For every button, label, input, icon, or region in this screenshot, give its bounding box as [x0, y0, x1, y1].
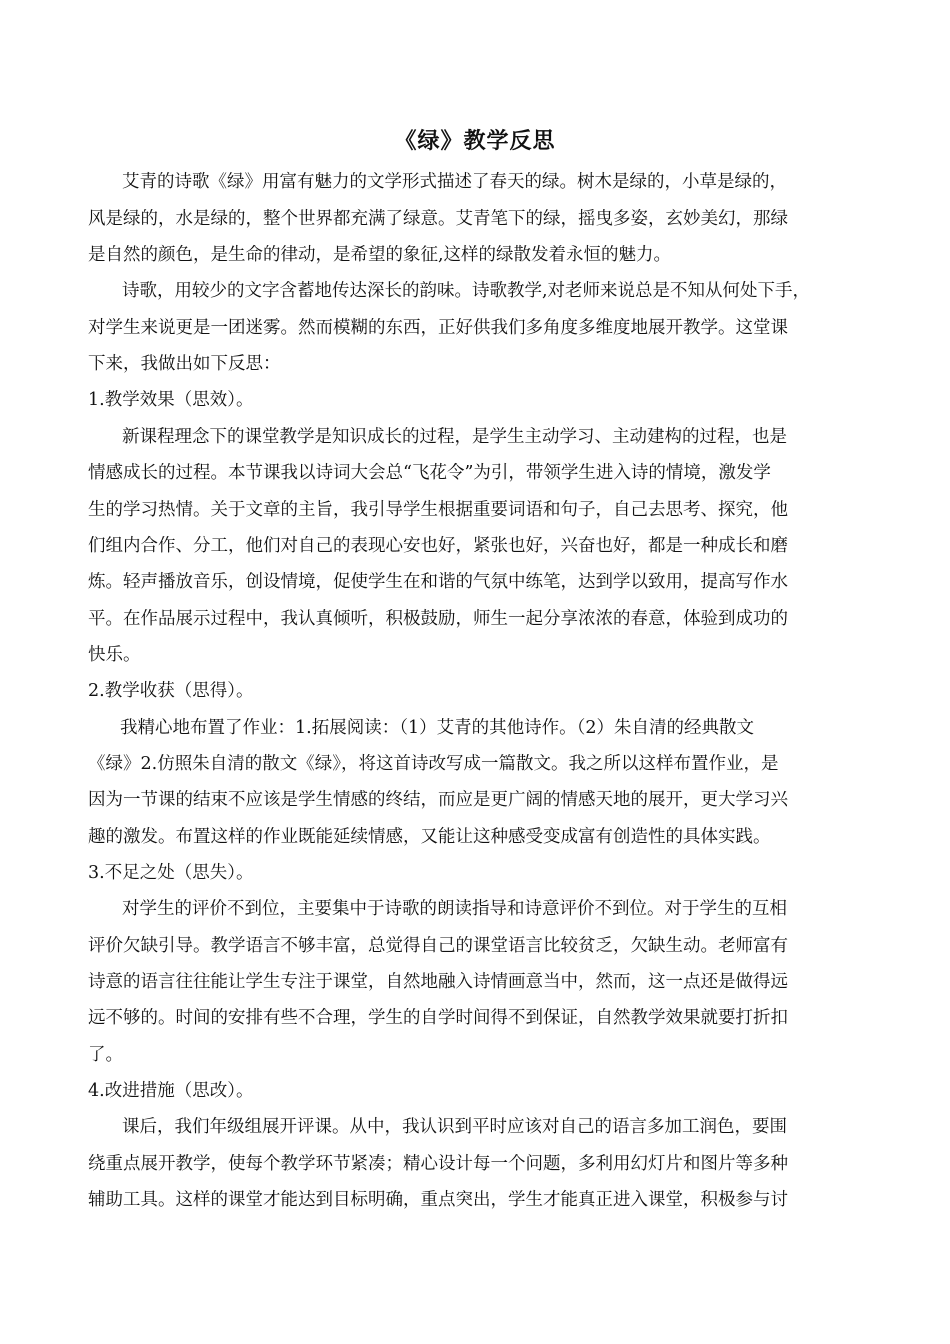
paragraph-line: 《绿》2.仿照朱自清的散文《绿》，将这首诗改写成一篇散文。我之所以这样布置作业，是: [88, 754, 779, 774]
paragraph-line: 生的学习热情。关于文章的主旨，我引导学生根据重要词语和句子，自己去思考、探究，他: [88, 500, 788, 520]
paragraph-line: 趣的激发。布置这样的作业既能延续情感，又能让这种感受变成富有创造性的具体实践。: [88, 827, 771, 847]
paragraph-line: 艾青的诗歌《绿》用富有魅力的文学形式描述了春天的绿。树木是绿的，小草是绿的，: [122, 172, 787, 192]
section-heading: 1.教学效果（思效）。: [88, 390, 254, 410]
paragraph-line: 远不够的。时间的安排有些不合理，学生的自学时间得不到保证，自然教学效果就要打折扣: [88, 1008, 788, 1028]
paragraph-line: 风是绿的，水是绿的，整个世界都充满了绿意。艾青笔下的绿，摇曳多姿，玄妙美幻，那绿: [88, 209, 788, 229]
paragraph-line: 对学生的评价不到位，主要集中于诗歌的朗读指导和诗意评价不到位。对于学生的互相: [122, 899, 787, 919]
paragraph-line: 新课程理念下的课堂教学是知识成长的过程，是学生主动学习、主动建构的过程，也是: [122, 427, 787, 447]
section-heading: 2.教学收获（思得）。: [88, 681, 254, 701]
paragraph-line: 因为一节课的结束不应该是学生情感的终结，而应是更广阔的情感天地的展开，更大学习兴: [88, 790, 788, 810]
paragraph-line: 情感成长的过程。本节课我以诗词大会总“飞花令”为引，带领学生进入诗的情境，激发学: [88, 463, 771, 483]
paragraph-line: 评价欠缺引导。教学语言不够丰富，总觉得自己的课堂语言比较贫乏，欠缺生动。老师富有: [88, 936, 788, 956]
paragraph-line: 对学生来说更是一团迷雾。然而模糊的东西，正好供我们多角度多维度地展开教学。这堂课: [88, 318, 788, 338]
paragraph-line: 诗意的语言往往能让学生专注于课堂，自然地融入诗情画意当中，然而，这一点还是做得远: [88, 972, 788, 992]
document-title: 《绿》教学反思: [394, 129, 556, 154]
paragraph-line: 下来，我做出如下反思：: [88, 354, 281, 374]
paragraph-line: 诗歌，用较少的文字含蓄地传达深长的韵味。诗歌教学,对老师来说总是不知从何处下手，: [122, 281, 811, 301]
section-heading: 4.改进措施（思改）。: [88, 1081, 254, 1101]
paragraph-line: 了。: [88, 1045, 123, 1065]
paragraph-line: 炼。轻声播放音乐，创设情境，促使学生在和谐的气氛中练笔，达到学以致用，提高写作水: [88, 572, 788, 592]
paragraph-line: 们组内合作、分工，他们对自己的表现心安也好，紧张也好，兴奋也好，都是一种成长和磨: [88, 536, 788, 556]
paragraph-line: 是自然的颜色，是生命的律动，是希望的象征,这样的绿散发着永恒的魅力。: [88, 245, 672, 265]
section-heading: 3.不足之处（思失）。: [88, 863, 254, 883]
paragraph-line: 我精心地布置了作业：1.拓展阅读：（1）艾青的其他诗作。（2）朱自清的经典散文: [120, 718, 754, 738]
paragraph-line: 绕重点展开教学，使每个教学环节紧凑；精心设计每一个问题，多利用幻灯片和图片等多种: [88, 1154, 788, 1174]
paragraph-line: 辅助工具。这样的课堂才能达到目标明确，重点突出，学生才能真正进入课堂，积极参与讨: [88, 1190, 788, 1210]
paragraph-line: 平。在作品展示过程中，我认真倾听，积极鼓励，师生一起分享浓浓的春意，体验到成功的: [88, 609, 788, 629]
paragraph-line: 快乐。: [88, 645, 141, 665]
paragraph-line: 课后，我们年级组展开评课。从中，我认识到平时应该对自己的语言多加工润色，要围: [122, 1117, 787, 1137]
